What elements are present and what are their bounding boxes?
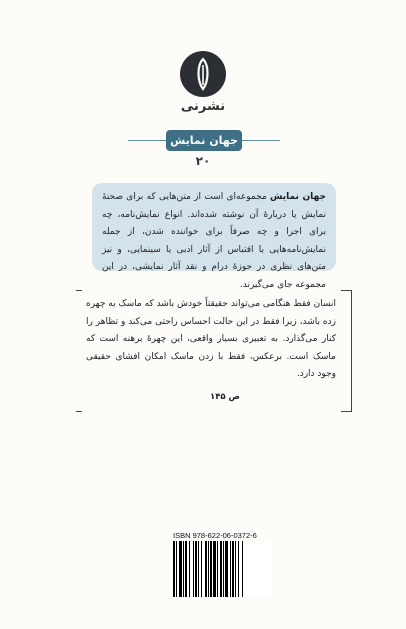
barcode-bar [238, 541, 239, 597]
isbn-barcode [170, 541, 272, 597]
barcode-bar [220, 541, 222, 597]
publisher-name: نشرنی [180, 99, 226, 114]
isbn-label: ISBN 978-622-06-0372-6 [173, 531, 257, 540]
barcode-bar [210, 541, 212, 597]
barcode-bar [179, 541, 182, 597]
barcode-bar [225, 541, 228, 597]
quote-bracket-right [341, 290, 352, 412]
barcode-bar [189, 541, 190, 597]
barcode-bar [235, 541, 236, 597]
ney-reed-logo-icon [180, 51, 226, 97]
barcode-bar [193, 541, 194, 597]
barcode-bar [176, 541, 177, 597]
barcode-bar [232, 541, 234, 597]
barcode-bar [198, 541, 199, 597]
series-divider-right [242, 140, 280, 141]
quote-page-reference: ص ۱۴۵ [210, 392, 240, 402]
barcode-bar [173, 541, 175, 597]
series-description-text: مجموعه‌ای است از متن‌هایی که برای صحنهٔ نمایش یا دربارهٔ آن نوشته شده‌اند. انواع نمایش‌نامه، چه برای اجرا و چه صرفاً برای خواننده شدن، از جمله نمایش‌نامه‌هایی با اقتباس از آثار ادبی یا سینمایی، و نیز متن‌های نظری در حوزهٔ درام و نقد آثار نمایشی، در این مجموعه جای می‌گیرند. [102, 192, 326, 290]
barcode-bar [201, 541, 202, 597]
barcode-bar [217, 541, 218, 597]
barcode-bar [208, 541, 209, 597]
series-description-lead: جهان نمایش [270, 192, 326, 202]
barcode-bar [213, 541, 216, 597]
barcode-bar [183, 541, 184, 597]
series-divider-left [128, 140, 166, 141]
series-number: ۲۰ [195, 154, 211, 168]
barcode-bar [223, 541, 224, 597]
series-description-box [92, 183, 336, 290]
barcode-bar [195, 541, 197, 597]
back-cover-quote: انسان فقط هنگامی می‌تواند حقیقتاً خودش باشد که ماسک به چهره زده باشد، زیرا فقط در این حالت احساس راحتی می‌کند و تظاهر را کنار می‌گذارد. به تعبیری بسیار واقعی، این چهرهٔ برهنه است که ماسک است. برعکس، فقط با زدن ماسک امکان افشای حقیقی وجود دارد. [86, 299, 336, 379]
barcode-bar [205, 541, 207, 597]
series-badge: جهان نمایش [166, 130, 242, 151]
barcode-bar [242, 541, 243, 597]
quote-bracket-left [76, 290, 82, 412]
barcode-bar [230, 541, 231, 597]
barcode-bar [185, 541, 187, 597]
